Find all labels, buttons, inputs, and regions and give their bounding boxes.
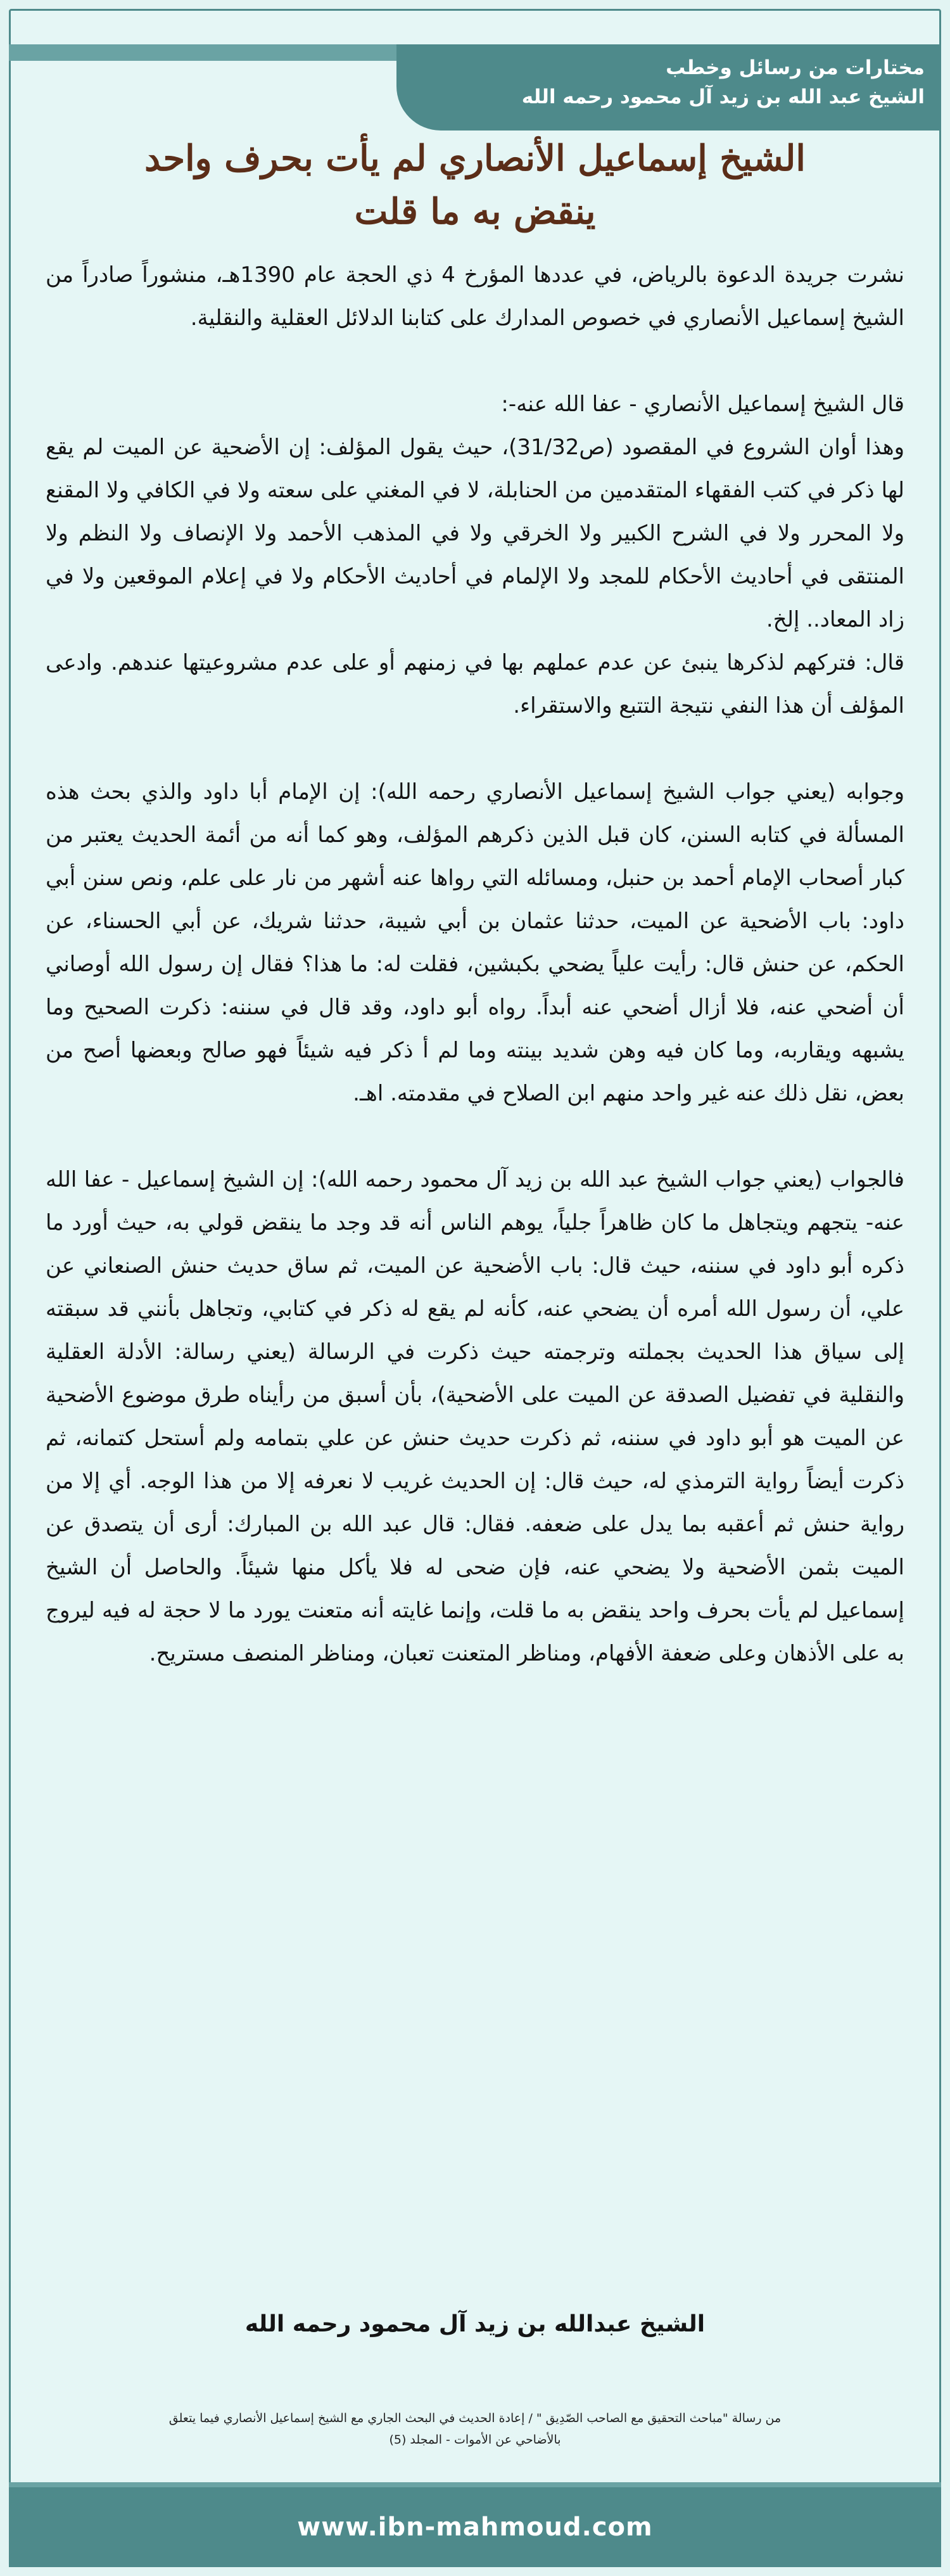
source-note-line-2: بالأضاحي عن الأموات - المجلد (5): [389, 2433, 561, 2447]
series-title: مختارات من رسائل وخطب: [666, 56, 925, 79]
source-note-line-1: من رسالة "مباحث التحقيق مع الصاحب الصّدِيق " / إعادة الحديث في البحث الجاري مع الشيخ إسماعيل الأنصاري فيما يتعلق: [168, 2411, 782, 2425]
ansari-reply-paragraph: وجوابه (يعني جواب الشيخ إسماعيل الأنصاري رحمه الله): إن الإمام أبا داود والذي بحث هذه المسألة في كتابه السنن، كان قبل الذين ذكرهم المؤلف، وهو كما أنه من أئمة الحديث يعتبر من كبار أصحاب الإمام أحمد بن حنبل، ومسائله التي رواها عنه أشهر من نار على علم، ونص سنن أبي داود: باب الأضحية عن الميت، حدثنا عثمان بن أبي شيبة، حدثنا شريك، عن أبي الحسناء، عن الحكم، عن حنش قال: رأيت علياً يضحي بكبشين، فقلت له: ما هذا؟ فقال إن رسول الله أوصاني أن أضحي عنه، فلا أزال أضحي عنه أبداً. رواه أبو داود، وقد قال في سننه: ذكرت الصحيح وما يشبهه ويقاربه، وما كان فيه وهن شديد بينته وما لم أ ذكر فيه شيئاً فهو صالح وبعضها أصح من بعض، نقل ذلك عنه غير واحد منهم ابن الصلاح في مقدمته. اهـ.: [46, 779, 904, 1106]
paragraph-gap: [46, 727, 904, 770]
website-link[interactable]: www.ibn-mahmoud.com: [297, 2513, 653, 2542]
ansari-heading: قال الشيخ إسماعيل الأنصاري - عفا الله عنه-:: [501, 392, 904, 417]
paragraph-gap: [46, 1115, 904, 1158]
footer-divider: [9, 2482, 941, 2487]
ansari-paragraph-2: قال: فتركهم لذكرها ينبئ عن عدم عملهم بها في زمنهم أو على عدم مشروعيتها عندهم. وادعى المؤلف أن هذا النفي نتيجة التتبع والاستقراء.: [46, 650, 904, 718]
footer: [9, 2487, 941, 2567]
article-title-line-2: ينقض به ما قلت: [354, 191, 596, 233]
intro-paragraph: نشرت جريدة الدعوة بالرياض، في عددها المؤرخ 4 ذي الحجة عام 1390هـ، منشوراً صادراً من الشيخ إسماعيل الأنصاري في خصوص المدارك على كتابنا الدلائل العقلية والنقلية.: [46, 262, 905, 331]
series-header: [396, 44, 941, 131]
article-title: [38, 132, 912, 238]
article-body: [46, 253, 904, 1675]
source-note: [57, 2407, 893, 2451]
author-signature: الشيخ عبدالله بن زيد آل محمود رحمه الله: [244, 2311, 706, 2337]
author-reply-paragraph: فالجواب (يعني جواب الشيخ عبد الله بن زيد آل محمود رحمه الله): إن الشيخ إسماعيل - عفا الله عنه- يتجهم ويتجاهل ما كان ظاهراً جلياً، يوهم الناس أنه قد وجد ما ينقض قولي به، حيث أورد ما ذكره أبو داود في سننه، حيث قال: باب الأضحية عن الميت، ثم ساق حديث حنش الصنعاني عن علي، أن رسول الله أمره أن يضحي عنه، كأنه لم يقع له ذكر في كتابي، وتجاهل بأنني قد سبقته إلى سياق هذا الحديث بجملته وترجمته حيث ذكرت في الرسالة (يعني رسالة: الأدلة العقلية والنقلية في تفضيل الصدقة عن الميت على الأضحية)، بأن أسبق من رأيناه طرق موضوع الأضحية عن الميت هو أبو داود في سننه، ثم ذكرت حديث حنش عن علي بتمامه ولم أستحل كتمانه، ثم ذكرت أيضاً رواية الترمذي له، حيث قال: إن الحديث غريب لا نعرفه إلا من هذا الوجه. أي إلا من رواية حنش ثم أعقبه بما يدل على ضعفه. فقال: قال عبد الله بن المبارك: أرى أن يتصدق عن الميت بثمن الأضحية ولا يضحي عنه، فإن ضحى له فلا يأكل منها شيئاً. والحاصل أن الشيخ إسماعيل لم يأت بحرف واحد ينقض به ما قلت، وإنما غايته أنه متعنت يورد ما لا حجة له فيه ليروج به على الأذهان وعلى ضعفة الأفهام، ومناظر المتعنت تعبان، ومناظر المنصف مستريح.: [46, 1167, 904, 1666]
article-title-line-1: الشيخ إسماعيل الأنصاري لم يأت بحرف واحد: [144, 137, 806, 179]
paragraph-gap: [46, 340, 904, 383]
ansari-paragraph: وهذا أوان الشروع في المقصود (ص31/32)، حيث يقول المؤلف: إن الأضحية عن الميت لم يقع لها ذكر في كتب الفقهاء المتقدمين من الحنابلة، لا في المغني على سعته ولا في الكافي ولا المقنع ولا المحرر ولا في الشرح الكبير ولا الخرقي ولا في المذهب الأحمد ولا الإنصاف ولا النظم ولا المنتقى في أحاديث الأحكام للمجد ولا الإلمام في أحاديث الأحكام ولا في إعلام الموقعين ولا في زاد المعاد.. إلخ.: [46, 435, 905, 632]
series-author: الشيخ عبد الله بن زيد آل محمود رحمه الله: [521, 86, 925, 108]
